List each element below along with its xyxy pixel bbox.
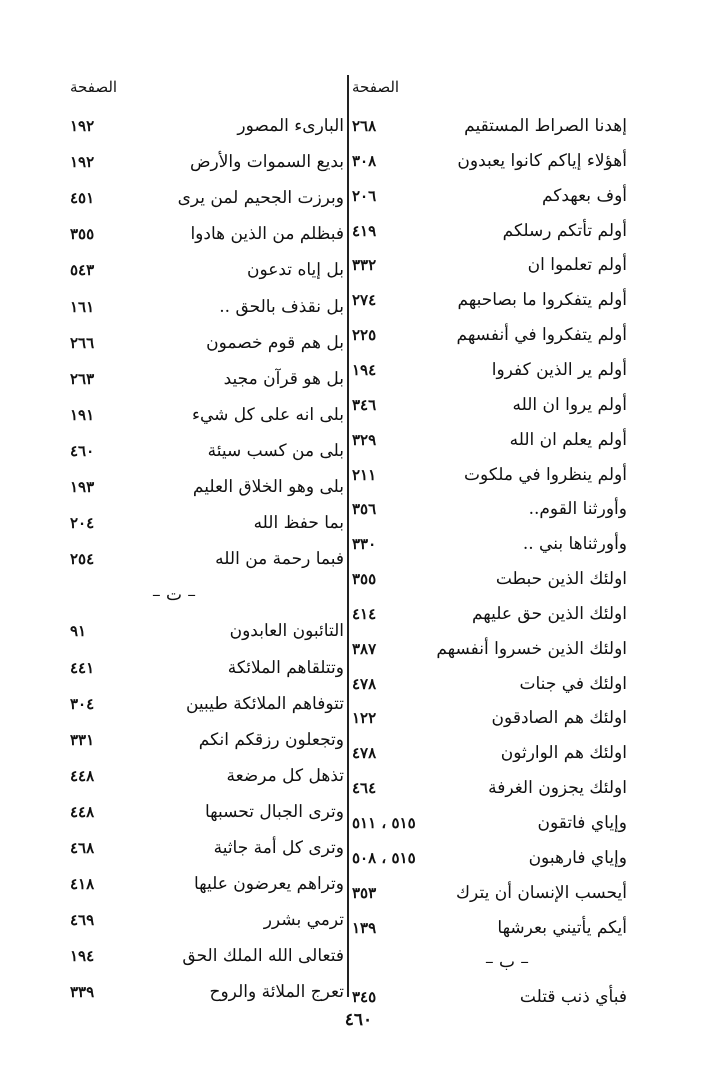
index-entry (352, 390, 627, 420)
entry-text: بل هم قوم خصمون (206, 332, 344, 353)
index-entry (70, 653, 344, 683)
entry-page-number: ٣٠٨ (352, 151, 377, 170)
index-entry (352, 146, 627, 176)
entry-text: أولم تأتكم رسلكم (502, 220, 627, 241)
index-entry (352, 425, 627, 455)
left-column (70, 75, 344, 1003)
entry-text: أولم يتفكروا ما بصاحبهم (457, 290, 627, 311)
index-entry (352, 181, 627, 211)
index-entry (70, 616, 344, 646)
entry-page-number: ٣٨٧ (352, 639, 377, 658)
index-entry (70, 400, 344, 430)
entry-page-number: ١٩٢ (70, 153, 95, 172)
index-entry (352, 634, 627, 664)
index-entry (70, 761, 344, 791)
entry-page-number: ٤١٩ (352, 221, 377, 240)
index-entry (352, 843, 627, 873)
entry-text: أولم يتفكروا في أنفسهم (456, 325, 627, 346)
entry-page-number: ٤٤١ (70, 658, 95, 677)
entry-text: البارىء المصور (237, 116, 344, 136)
index-entry (70, 941, 344, 971)
index-entry (70, 797, 344, 827)
entry-text: وإياي فاتقون (537, 813, 627, 833)
entry-page-number: ٤٤٨ (70, 802, 95, 821)
index-entry (70, 436, 344, 466)
entry-text: وتجعلون رزقكم انكم (198, 729, 344, 750)
entry-page-number: ٤٦٠ (70, 441, 95, 460)
entry-text: بل نقذف بالحق .. (219, 296, 344, 317)
entry-text: أولم تعلموا ان (527, 255, 627, 276)
index-entry (352, 216, 627, 246)
index-entry (70, 689, 344, 719)
section-letter-heading (352, 947, 627, 977)
entry-page-number: ٢١١ (352, 465, 377, 484)
index-entry (70, 977, 344, 1007)
entry-text: اولئك في جنات (519, 673, 627, 694)
entry-text: أوف بعهدكم (541, 185, 627, 206)
entry-page-number: ١٩٢ (70, 117, 95, 135)
entry-text: وترى كل أمة جاثية (213, 838, 344, 858)
entry-page-number: ٣٤٥ (352, 988, 377, 1007)
index-entry (70, 292, 344, 322)
entry-text: تعرج الملائة والروح (209, 982, 344, 1003)
entry-text: بل إياه تدعون (246, 260, 344, 281)
index-entry (352, 738, 627, 768)
entry-page-number: ٤٦٨ (70, 839, 95, 857)
entry-text: وترى الجبال تحسبها (205, 801, 344, 822)
index-entry (352, 320, 627, 350)
entry-text: أولم يروا ان الله (512, 394, 627, 415)
entry-text: اولئك الذين حبطت (495, 569, 627, 590)
entry-page-number: ٥١٥ ، ٥١١ (352, 814, 416, 832)
index-entry (352, 669, 627, 699)
entry-page-number: ٤٦٩ (70, 911, 95, 930)
entry-text: أولم ير الذين كفروا (491, 359, 627, 380)
entry-text: بلى انه على كل شيء (191, 404, 344, 425)
entry-text: بديع السموات والأرض (189, 152, 344, 173)
entry-page-number: ٩١ (70, 622, 87, 641)
entry-page-number: ٥٤٣ (70, 261, 95, 280)
entry-page-number: ٤٥١ (70, 189, 95, 208)
index-entry (70, 364, 344, 394)
entry-page-number: ١٣٩ (352, 918, 377, 937)
entry-page-number: ٢٠٦ (352, 186, 377, 205)
entry-text: اولئك هم الوارثون (500, 743, 627, 764)
entry-page-number: ٣٢٩ (352, 430, 377, 449)
index-entry (70, 472, 344, 502)
entry-text: فبأي ذنب قتلت (519, 987, 627, 1008)
index-entry (352, 111, 627, 141)
entry-page-number: ١٩٤ (352, 360, 377, 379)
entry-text: بل هو قرآن مجيد (223, 368, 344, 389)
index-entry (70, 869, 344, 899)
entry-page-number: ١٢٢ (352, 709, 377, 728)
index-entry (352, 703, 627, 733)
entry-page-number: ١٩١ (70, 405, 95, 424)
index-entry (70, 219, 344, 249)
entry-page-number: ٣٥٥ (70, 225, 95, 244)
entry-page-number: ١٦١ (70, 297, 95, 316)
entry-text: ترمي بشرر (263, 910, 344, 931)
entry-page-number: ٤٧٨ (352, 674, 377, 693)
index-entry (70, 508, 344, 538)
right-column (352, 75, 627, 1008)
entry-page-number: ١٩٣ (70, 478, 95, 496)
entry-text: إهدنا الصراط المستقيم (464, 116, 627, 136)
entry-page-number: ٣٠٤ (70, 694, 95, 713)
entry-page-number: ٤١٤ (352, 604, 377, 623)
entry-text: أولم ينظروا في ملكوت (464, 464, 627, 485)
entry-text: أهؤلاء إياكم كانوا يعبدون (457, 150, 627, 171)
column-divider (347, 75, 349, 997)
entry-text: وأورثناها بني .. (522, 534, 627, 555)
entry-text: وإياي فارهبون (528, 847, 627, 868)
entry-page-number: ٣٣٢ (352, 256, 377, 275)
index-entry (70, 147, 344, 177)
index-entry (352, 773, 627, 803)
entry-page-number: ٢٧٤ (352, 291, 377, 310)
entry-text: تذهل كل مرضعة (226, 765, 344, 786)
entry-text: التائبون العابدون (229, 621, 344, 642)
index-entry (70, 183, 344, 213)
entry-page-number: ٣٥٥ (352, 570, 377, 589)
index-entry (352, 878, 627, 908)
entry-text: بلى وهو الخلاق العليم (192, 477, 344, 497)
index-entry (352, 529, 627, 559)
index-entry (352, 808, 627, 838)
entry-text: بلى من كسب سيئة (207, 440, 344, 461)
entry-page-number: ٣٥٦ (352, 500, 377, 519)
entry-page-number: ٤٦٤ (352, 779, 377, 798)
entry-text: أولم يعلم ان الله (509, 429, 627, 450)
index-entry (352, 564, 627, 594)
page-number: ٤٦٠ (344, 1010, 373, 1030)
entry-page-number: ٥١٥ ، ٥٠٨ (352, 848, 416, 867)
entry-page-number: ٣٣٠ (352, 535, 377, 554)
entry-page-number: ١٩٤ (70, 947, 95, 966)
entry-text: اولئك هم الصادقون (491, 708, 627, 729)
entry-page-number: ٢٠٤ (70, 514, 95, 533)
entry-text: اولئك الذين خسروا أنفسهم (436, 638, 627, 659)
entry-text: فبظلم من الذين هادوا (190, 224, 344, 245)
section-letter: – ت – (152, 585, 196, 606)
entry-page-number: ٤٧٨ (352, 744, 377, 763)
index-entry (70, 328, 344, 358)
entry-page-number: ٢٦٦ (70, 333, 95, 352)
entry-page-number: ٣٥٣ (352, 883, 377, 902)
index-entry (70, 725, 344, 755)
section-letter-heading (70, 580, 344, 610)
entry-text: وأورثنا القوم.. (528, 499, 627, 520)
entry-text: بما حفظ الله (253, 513, 344, 534)
index-entry (352, 494, 627, 524)
entry-text: وتراهم يعرضون عليها (193, 874, 344, 895)
section-letter: – ب – (485, 952, 529, 973)
right-column-header: الصفحة (352, 78, 400, 96)
index-entry (70, 544, 344, 574)
entry-text: أيكم يأتيني بعرشها (497, 917, 627, 938)
entry-text: فتعالى الله الملك الحق (182, 946, 344, 967)
entry-page-number: ٢٥٤ (70, 550, 95, 569)
index-entry (352, 460, 627, 490)
entry-text: وبرزت الجحيم لمن يرى (177, 188, 344, 209)
index-entry (70, 905, 344, 935)
entry-text: اولئك الذين حق عليهم (471, 603, 627, 624)
index-entry (352, 355, 627, 385)
entry-page-number: ٤١٨ (70, 875, 95, 894)
entry-text: فبما رحمة من الله (215, 549, 344, 570)
left-column-header: الصفحة (70, 78, 118, 96)
entry-page-number: ٣٣٩ (70, 983, 95, 1002)
index-entry (70, 111, 344, 141)
entry-text: تتوفاهم الملائكة طيبين (185, 693, 344, 714)
entry-page-number: ٢٦٣ (70, 369, 95, 388)
index-entry (352, 250, 627, 280)
entry-page-number: ٣٣١ (70, 730, 95, 749)
entry-text: وتتلقاهم الملائكة (227, 657, 344, 678)
entry-text: أيحسب الإنسان أن يترك (456, 882, 627, 903)
entry-page-number: ٣٤٦ (352, 395, 377, 414)
entry-page-number: ٤٤٨ (70, 766, 95, 785)
entry-text: اولئك يجزون الغرفة (488, 778, 627, 799)
index-entry (352, 913, 627, 943)
entry-page-number: ٢٦٨ (352, 117, 377, 135)
entry-page-number: ٢٢٥ (352, 326, 377, 345)
index-entry (352, 285, 627, 315)
index-entry (70, 833, 344, 863)
index-entry (70, 255, 344, 285)
index-entry (352, 599, 627, 629)
